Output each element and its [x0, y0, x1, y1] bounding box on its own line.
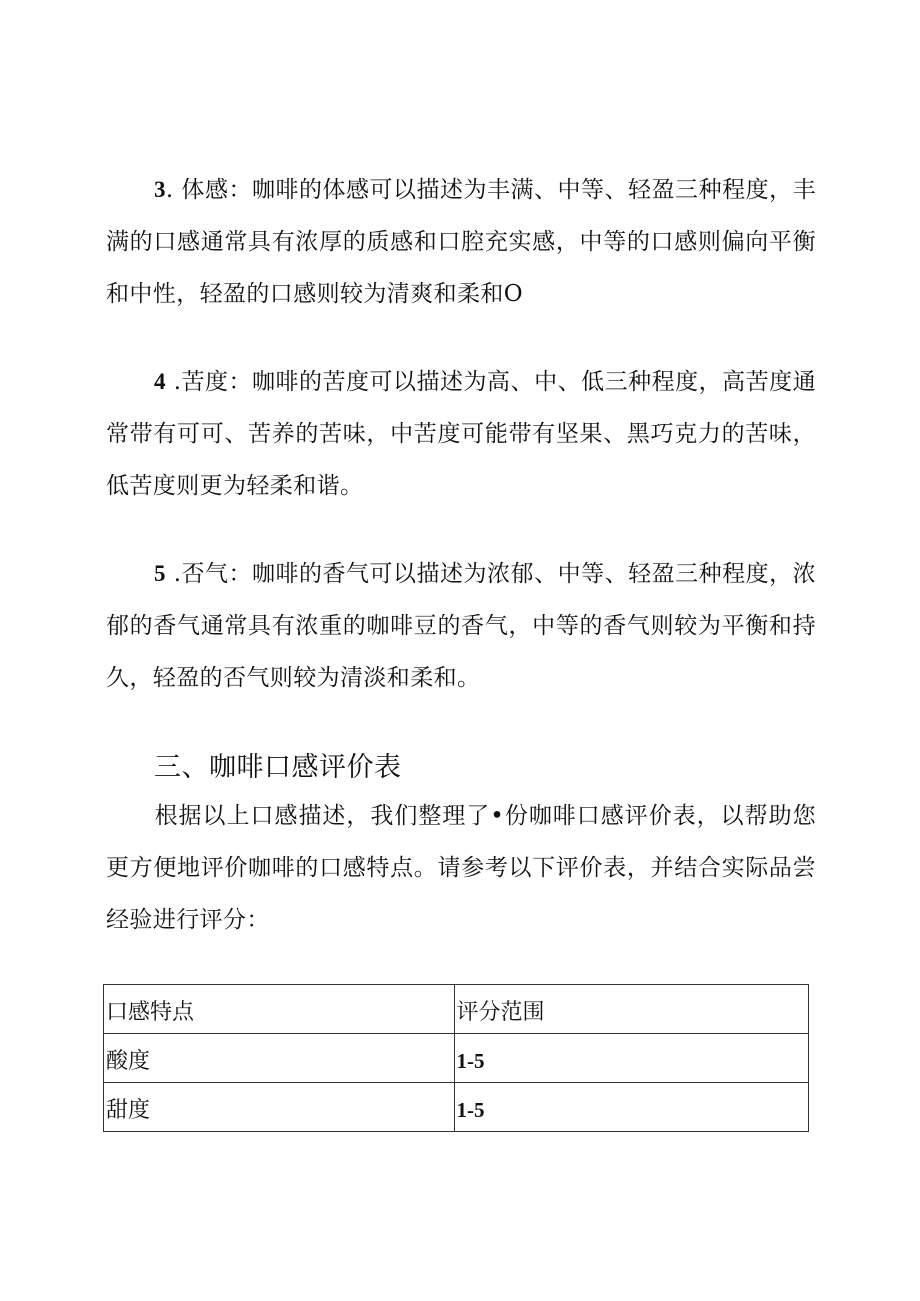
header-trait: 口感特点 [104, 985, 455, 1034]
row-trait: 甜度 [104, 1083, 455, 1132]
item-5-number: 5 [154, 561, 166, 586]
row-range: 1-5 [456, 1049, 485, 1073]
item-4-paragraph [106, 356, 816, 512]
header-range: 评分范围 [454, 985, 809, 1034]
table-row [104, 1034, 809, 1083]
item-5-paragraph [106, 548, 816, 704]
item-5-text: .否气：咖啡的香气可以描述为浓郁、中等、轻盈三种程度，浓郁的香气通常具有浓重的咖啡豆的香气，中等的香气则较为平衡和持久，轻盈的否气则较为清淡和柔和。 [106, 561, 816, 691]
table-row [104, 1083, 809, 1132]
table-header-row [104, 985, 809, 1034]
row-range: 1-5 [456, 1098, 485, 1122]
item-4-number: 4 [154, 369, 166, 394]
section-intro [106, 790, 816, 946]
section-heading: 三、咖啡口感评价表 [154, 752, 402, 783]
evaluation-table [103, 984, 809, 1132]
item-4-text: .苦度：咖啡的苦度可以描述为高、中、低三种程度，高苦度通常带有可可、苦养的苦味，中苦度可能带有坚果、黑巧克力的苦味，低苦度则更为轻柔和谐。 [106, 369, 816, 499]
row-trait: 酸度 [104, 1034, 455, 1083]
section-intro-text: 根据以上口感描述，我们整理了•份咖啡口感评价表，以帮助您更方便地评价咖啡的口感特点。请参考以下评价表，并结合实际品尝经验进行评分： [106, 803, 816, 933]
item-3-text: . 体感：咖啡的体感可以描述为丰满、中等、轻盈三种程度，丰满的口感通常具有浓厚的质感和口腔充实感，中等的口感则偏向平衡和中性，轻盈的口感则较为清爽和柔和O [106, 177, 816, 307]
item-3-number: 3 [154, 177, 166, 202]
item-3-paragraph [106, 164, 816, 320]
